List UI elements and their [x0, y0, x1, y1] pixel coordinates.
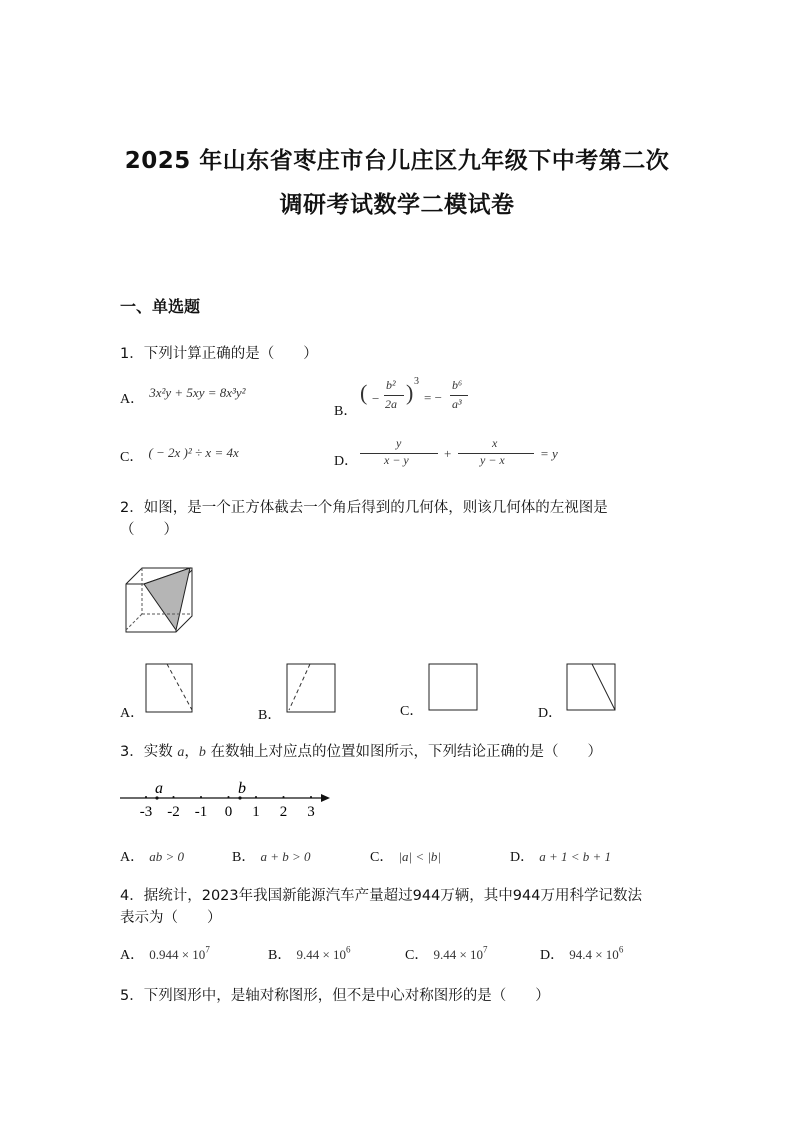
number-line-tick-label: 1: [252, 804, 260, 820]
q1-option-d-f1-den: x − y: [384, 453, 409, 467]
question-2-stem-paren: （ ）: [120, 522, 178, 538]
q1-option-b-close-paren: ): [406, 380, 414, 405]
q1-option-b-rhs-den: a³: [452, 397, 462, 411]
number-line-label-b: b: [238, 780, 246, 797]
q1-option-d-label: D．: [334, 454, 359, 469]
q3-option-c-expr: |a| < |b|: [398, 849, 442, 864]
cube-figure: [120, 562, 196, 638]
q2-option-a-dashed-line: [167, 664, 192, 710]
q1-option-b-open-paren: (: [360, 380, 368, 405]
number-line: [118, 776, 338, 822]
number-line-tick-label: 0: [224, 804, 233, 820]
question-5-stem: 5．下列图形中，是轴对称图形，但不是中心对称图形的是（ ）: [120, 988, 550, 1004]
question-3-comma: ，: [184, 744, 199, 760]
q1-option-a-expr: 3x²y + 5xy = 8x³y²: [149, 385, 246, 400]
q2-option-c-square: [429, 664, 477, 710]
q2-option-b[interactable]: [258, 662, 340, 723]
q1-option-c-expr: ( − 2x )² ÷ x = 4x: [148, 445, 239, 460]
q4-option-b-exponent: 6: [346, 944, 351, 955]
q1-option-b-label: B．: [334, 404, 358, 419]
q2-option-c[interactable]: [400, 662, 482, 718]
q1-option-d-f2-num: x: [492, 436, 498, 450]
number-line-label-a: a: [155, 780, 163, 797]
section-heading: 一、单选题: [120, 297, 201, 316]
q4-option-c-label: C．: [405, 948, 429, 963]
number-line-tick: [255, 796, 257, 798]
q1-option-a-label: A．: [120, 392, 145, 407]
q3-option-d[interactable]: [510, 846, 611, 866]
q1-option-c[interactable]: [120, 446, 239, 466]
q1-option-b-rhs-num: b⁶: [452, 378, 463, 392]
q2-option-d-square: [567, 664, 615, 710]
q3-option-b[interactable]: [232, 846, 310, 866]
question-4-stem: 4．据统计，2023年我国新能源汽车产量超过944万辆，其中944万用科学记数法: [120, 888, 642, 904]
q2-option-a[interactable]: [120, 662, 200, 721]
q1-option-d-rhs: = y: [540, 446, 558, 461]
q4-option-c-mantissa: 9.44 × 10: [433, 947, 484, 962]
q1-option-b[interactable]: [334, 376, 494, 420]
q3-option-a[interactable]: [120, 846, 184, 866]
q3-option-d-expr: a + 1 < b + 1: [539, 849, 612, 864]
question-3-stem-start: 3．实数: [120, 744, 178, 760]
q3-option-a-label: A．: [120, 850, 145, 865]
q2-option-b-square: [287, 664, 335, 712]
q4-option-b-mantissa: 9.44 × 10: [296, 947, 347, 962]
question-2-stem: 2．如图，是一个正方体截去一个角后得到的几何体，则该几何体的左视图是: [120, 500, 608, 516]
question-3-stem-end: 在数轴上对应点的位置如图所示，下列结论正确的是（ ）: [205, 744, 602, 760]
number-line-tick: [310, 796, 312, 798]
q4-option-d[interactable]: [540, 944, 623, 964]
number-line-tick-label: -3: [139, 804, 153, 820]
q2-option-a-square: [146, 664, 192, 712]
title-line-1: 2025 年山东省枣庄市台儿庄区九年级下中考第二次: [124, 148, 670, 174]
number-line-arrow: [321, 794, 330, 802]
cube-cut-face: [144, 568, 190, 630]
q3-option-b-expr: a + b > 0: [260, 849, 311, 864]
q1-option-b-lhs-bar: [384, 395, 404, 396]
number-line-tick-label: 2: [279, 804, 288, 820]
q1-option-d-f2-den: y − x: [480, 453, 505, 467]
number-line-tick: [200, 796, 202, 798]
q1-option-b-minus: −: [372, 391, 380, 406]
q2-option-a-label: A．: [120, 706, 145, 721]
q1-option-d-f1-num: y: [396, 436, 402, 450]
question-4-stem-line-2: 表示为（ ）: [120, 910, 222, 926]
q1-option-b-equals: = −: [424, 390, 442, 405]
q4-option-a-mantissa: 0.944 × 10: [149, 947, 206, 962]
q4-option-b-label: B．: [268, 948, 292, 963]
q4-option-a[interactable]: [120, 944, 210, 964]
q2-option-d-label: D．: [538, 706, 563, 721]
q3-option-b-label: B．: [232, 850, 256, 865]
q1-option-b-rhs-bar: [450, 395, 468, 396]
q3-option-c[interactable]: [370, 846, 441, 866]
q3-option-a-expr: ab > 0: [149, 849, 184, 864]
q4-option-d-exponent: 6: [618, 944, 624, 955]
q1-option-d[interactable]: [334, 436, 574, 470]
question-3-var-b: b: [198, 745, 206, 760]
number-line-tick-label: 3: [307, 804, 315, 820]
q2-option-c-figure: [428, 662, 480, 714]
number-line-tick: [283, 796, 285, 798]
q2-option-d-solid-line: [592, 664, 615, 710]
q1-option-b-power: 3: [414, 376, 419, 387]
q4-option-c[interactable]: [405, 944, 488, 964]
number-line-tick: [228, 796, 230, 798]
number-line-tick-label: -1: [194, 804, 208, 820]
question-3-stem: [120, 740, 602, 761]
q3-option-d-label: D．: [510, 850, 535, 865]
cube-hidden-depth-edge: [126, 614, 142, 630]
q1-option-b-lhs-den: 2a: [385, 397, 397, 411]
q2-option-c-label: C．: [400, 704, 424, 719]
q2-option-b-label: B．: [258, 708, 282, 723]
number-line-tick: [173, 796, 175, 798]
q1-option-b-lhs-num: b²: [386, 378, 396, 392]
q4-option-d-mantissa: 94.4 × 10: [569, 947, 619, 962]
number-line-tick-label: -2: [167, 804, 180, 820]
q1-option-a[interactable]: [120, 385, 246, 408]
q4-option-c-exponent: 7: [483, 944, 488, 955]
q4-option-d-label: D．: [540, 948, 565, 963]
number-line-tick: [145, 796, 147, 798]
q2-option-d[interactable]: [538, 662, 620, 721]
q2-option-b-figure: [286, 662, 338, 714]
q4-option-a-label: A．: [120, 948, 145, 963]
q1-option-d-plus: +: [444, 446, 452, 461]
q2-option-d-figure: [566, 662, 618, 714]
question-1-stem: 1．下列计算正确的是（ ）: [120, 346, 318, 362]
q2-option-a-figure: [145, 662, 195, 714]
q2-option-b-dashed-line: [289, 664, 310, 710]
q4-option-a-exponent: 7: [205, 944, 210, 955]
q1-option-c-label: C．: [120, 450, 144, 465]
question-3-var-a: a: [177, 745, 185, 760]
q3-option-c-label: C．: [370, 850, 394, 865]
q4-option-b[interactable]: [268, 944, 351, 964]
title-line-2: 调研考试数学二模试卷: [279, 192, 515, 218]
